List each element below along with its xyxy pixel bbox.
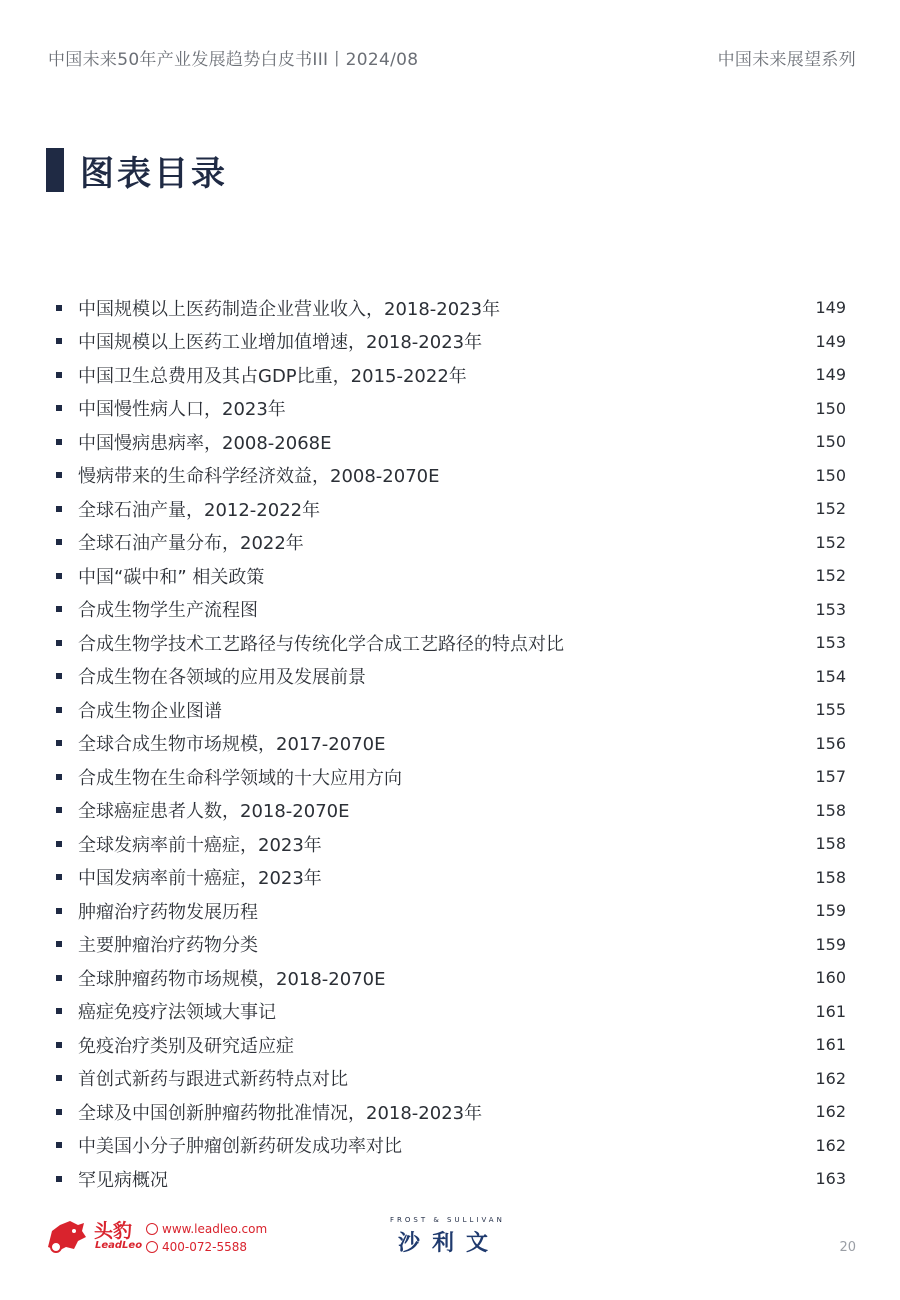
toc-entry-title: 中美国小分子肿瘤创新药研发成功率对比	[78, 1136, 402, 1158]
toc-row[interactable]	[56, 727, 846, 761]
toc-entry-title: 合成生物学生产流程图	[78, 600, 258, 622]
toc-row[interactable]	[56, 1028, 846, 1062]
website-link[interactable]: www.leadleo.com	[162, 1222, 268, 1236]
toc-entry-page: 150	[815, 465, 846, 485]
toc-entry-title: 中国规模以上医药制造企业营业收入，2018-2023年	[78, 298, 501, 320]
toc-entry-title: 合成生物在生命科学领域的十大应用方向	[78, 767, 402, 789]
frost-sullivan-logo-en: FROST & SULLIVAN	[390, 1216, 505, 1224]
toc-entry-title: 全球石油产量，2012-2022年	[78, 499, 321, 521]
bullet-icon	[56, 1176, 62, 1182]
toc-entry-title: 全球合成生物市场规模，2017-2070E	[78, 734, 386, 756]
toc-entry-page: 162	[815, 1102, 846, 1122]
bullet-icon	[56, 908, 62, 914]
toc-entry-page: 149	[815, 365, 846, 385]
toc-row[interactable]	[56, 626, 846, 660]
bullet-icon	[56, 405, 62, 411]
toc-entry-page: 153	[815, 599, 846, 619]
toc-entry-page: 153	[815, 633, 846, 653]
toc-entry-page: 152	[815, 499, 846, 519]
toc-entry-page: 159	[815, 901, 846, 921]
bullet-icon	[56, 774, 62, 780]
toc-entry-title: 罕见病概况	[78, 1169, 168, 1191]
bullet-icon	[56, 941, 62, 947]
toc-entry-title: 肿瘤治疗药物发展历程	[78, 901, 258, 923]
toc-entry-page: 156	[815, 733, 846, 753]
toc-row[interactable]	[56, 1129, 846, 1163]
toc-row[interactable]	[56, 425, 846, 459]
bullet-icon	[56, 472, 62, 478]
toc-row[interactable]	[56, 693, 846, 727]
toc-entry-title: 全球发病率前十癌症，2023年	[78, 834, 322, 856]
bullet-icon	[56, 606, 62, 612]
toc-entry-page: 158	[815, 867, 846, 887]
toc-entry-page: 155	[815, 700, 846, 720]
toc-row[interactable]	[56, 861, 846, 895]
toc-entry-title: 中国规模以上医药工业增加值增速，2018-2023年	[78, 332, 483, 354]
toc-entry-page: 149	[815, 331, 846, 351]
toc-row[interactable]	[56, 358, 846, 392]
bullet-icon	[56, 506, 62, 512]
bullet-icon	[56, 640, 62, 646]
bullet-icon	[56, 975, 62, 981]
footer	[0, 1212, 900, 1262]
leadleo-logo-en: LeadLeo	[95, 1240, 143, 1251]
toc-row[interactable]	[56, 928, 846, 962]
toc-row[interactable]	[56, 392, 846, 426]
header-series-name: 中国未来展望系列	[717, 50, 856, 70]
toc-entry-page: 157	[815, 767, 846, 787]
bullet-icon	[56, 305, 62, 311]
toc-row[interactable]	[56, 794, 846, 828]
toc-entry-page: 162	[815, 1068, 846, 1088]
toc-entry-page: 152	[815, 566, 846, 586]
toc-entry-title: 中国“碳中和” 相关政策	[78, 566, 265, 588]
toc-entry-page: 149	[815, 298, 846, 318]
bullet-icon	[56, 439, 62, 445]
toc-entry-page: 152	[815, 532, 846, 552]
toc-entry-page: 163	[815, 1169, 846, 1189]
header-report-title: 中国未来50年产业发展趋势白皮书III丨2024/08	[48, 50, 419, 70]
toc-entry-page: 161	[815, 1035, 846, 1055]
bullet-icon	[56, 1142, 62, 1148]
toc-entry-page: 158	[815, 834, 846, 854]
frost-sullivan-logo-cn: 沙利文	[398, 1231, 501, 1256]
bullet-icon	[56, 539, 62, 545]
toc-entry-page: 159	[815, 934, 846, 954]
contact-info	[146, 1220, 267, 1256]
toc-entry-page: 161	[815, 1001, 846, 1021]
toc-row[interactable]	[56, 961, 846, 995]
toc-row[interactable]	[56, 492, 846, 526]
bullet-icon	[56, 338, 62, 344]
toc-entry-title: 免疫治疗类别及研究适应症	[78, 1035, 294, 1057]
toc-entry-title: 中国慢性病人口，2023年	[78, 399, 286, 421]
toc-entry-title: 首创式新药与跟进式新药特点对比	[78, 1069, 348, 1091]
toc-row[interactable]	[56, 995, 846, 1029]
toc-row[interactable]	[56, 1062, 846, 1096]
bullet-icon	[56, 1109, 62, 1115]
toc-entry-title: 全球肿瘤药物市场规模，2018-2070E	[78, 968, 386, 990]
web-icon	[146, 1223, 158, 1235]
toc-row[interactable]	[56, 894, 846, 928]
toc-entry-page: 150	[815, 432, 846, 452]
toc-entry-title: 全球癌症患者人数，2018-2070E	[78, 801, 350, 823]
leadleo-logo-cn: 头豹	[94, 1220, 133, 1242]
page-title-block	[46, 148, 228, 192]
toc-entry-page: 158	[815, 800, 846, 820]
toc-entry-title: 全球及中国创新肿瘤药物批准情况，2018-2023年	[78, 1102, 483, 1124]
toc-entry-title: 主要肿瘤治疗药物分类	[78, 935, 258, 957]
bullet-icon	[56, 1008, 62, 1014]
toc-entry-page: 150	[815, 398, 846, 418]
toc-row[interactable]	[56, 291, 846, 325]
bullet-icon	[56, 673, 62, 679]
toc-row[interactable]	[56, 827, 846, 861]
toc-entry-title: 合成生物学技术工艺路径与传统化学合成工艺路径的特点对比	[78, 633, 564, 655]
toc-row[interactable]	[56, 593, 846, 627]
toc-row[interactable]	[56, 760, 846, 794]
toc-list	[56, 291, 846, 1196]
bullet-icon	[56, 707, 62, 713]
toc-row[interactable]	[56, 325, 846, 359]
toc-row[interactable]	[56, 526, 846, 560]
page-number: 20	[839, 1240, 856, 1255]
bullet-icon	[56, 1075, 62, 1081]
toc-row[interactable]	[56, 559, 846, 593]
toc-row[interactable]	[56, 1095, 846, 1129]
title-accent-bar	[46, 148, 64, 192]
bullet-icon	[56, 573, 62, 579]
toc-entry-title: 中国卫生总费用及其占GDP比重，2015-2022年	[78, 365, 467, 387]
toc-row[interactable]	[56, 459, 846, 493]
toc-entry-title: 中国发病率前十癌症，2023年	[78, 868, 322, 890]
toc-row[interactable]	[56, 1162, 846, 1196]
toc-entry-title: 中国慢病患病率，2008-2068E	[78, 432, 332, 454]
toc-entry-title: 癌症免疫疗法领域大事记	[78, 1002, 276, 1024]
toc-entry-title: 合成生物企业图谱	[78, 700, 222, 722]
bullet-icon	[56, 874, 62, 880]
toc-entry-page: 162	[815, 1135, 846, 1155]
bullet-icon	[56, 807, 62, 813]
bullet-icon	[56, 841, 62, 847]
toc-entry-title: 全球石油产量分布，2022年	[78, 533, 304, 555]
phone-icon	[146, 1241, 158, 1253]
phone-number: 400-072-5588	[162, 1240, 248, 1254]
page-title: 图表目录	[80, 153, 228, 194]
bullet-icon	[56, 372, 62, 378]
toc-row[interactable]	[56, 660, 846, 694]
bullet-icon	[56, 1042, 62, 1048]
toc-entry-page: 154	[815, 666, 846, 686]
toc-entry-title: 合成生物在各领域的应用及发展前景	[78, 667, 366, 689]
bullet-icon	[56, 740, 62, 746]
toc-entry-title: 慢病带来的生命科学经济效益，2008-2070E	[78, 466, 440, 488]
leadleo-logo-icon	[44, 1217, 88, 1255]
toc-entry-page: 160	[815, 968, 846, 988]
